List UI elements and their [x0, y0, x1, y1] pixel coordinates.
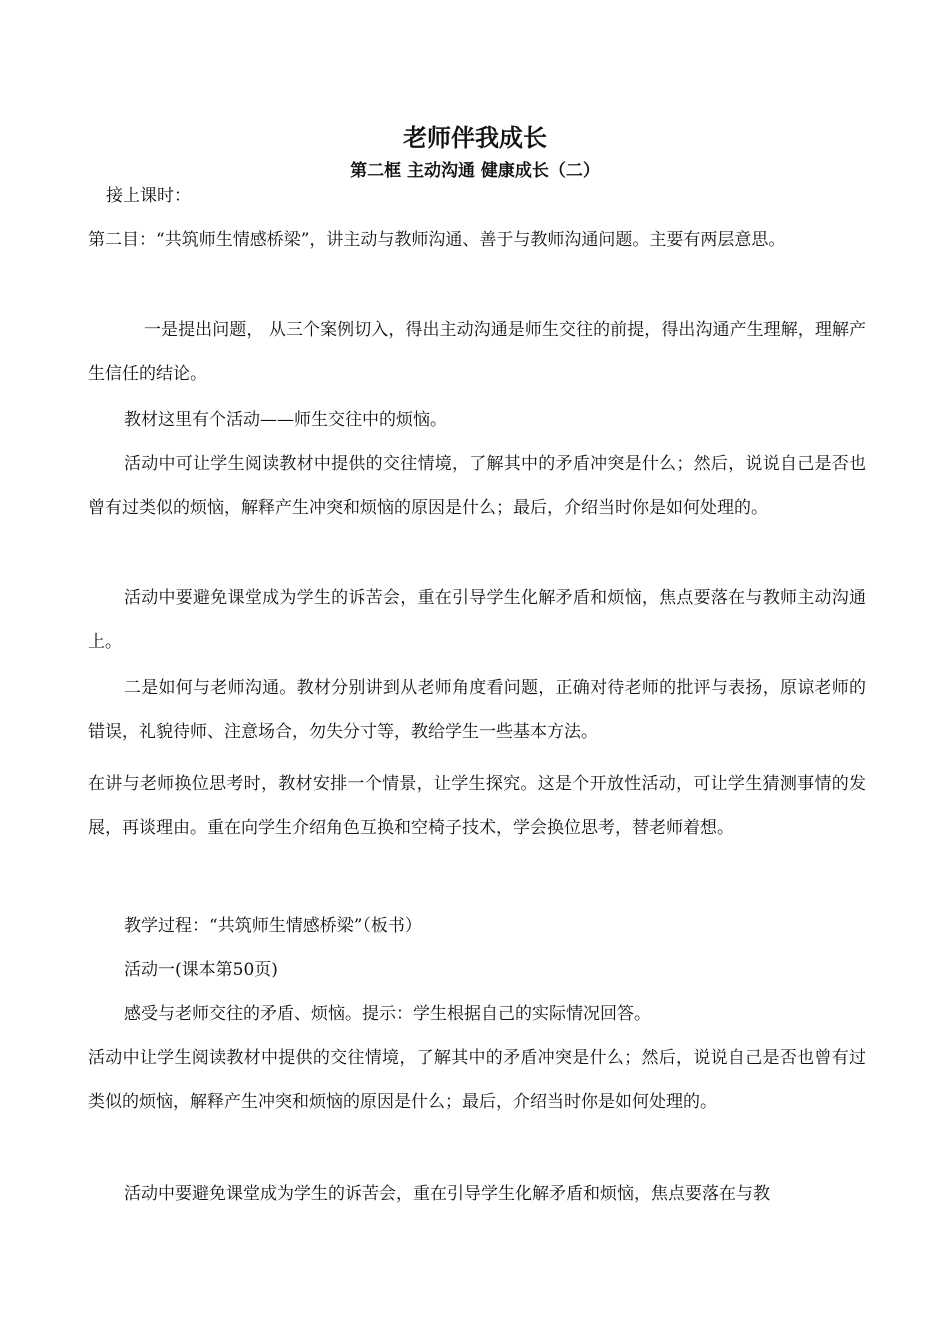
paragraph-activity-focus: 活动中要避免课堂成为学生的诉苦会，重在引导学生化解矛盾和烦恼，焦点要落在与教师主动沟通上。 — [88, 588, 866, 652]
paragraph-activity-one: 活动一(课本第50页) — [124, 960, 278, 980]
paragraph-activity-intro: 教材这里有个活动——师生交往中的烦恼。 — [124, 410, 447, 430]
document-subtitle: 第二框 主动沟通 健康成长（二） — [350, 161, 600, 181]
paragraph-teaching-process: 教学过程：“共筑师生情感桥梁”（板书） — [124, 916, 422, 936]
paragraph-perspective: 在讲与老师换位思考时，教材安排一个情景，让学生探究。这是个开放性活动，可让学生猜测事情的发展，再谈理由。重在向学生介绍角色互换和空椅子技术，学会换位思考，替老师着想。 — [88, 774, 866, 838]
paragraph-continuation: 接上课时： — [106, 186, 191, 206]
paragraph-point-two: 二是如何与老师沟通。教材分别讲到从老师角度看问题，正确对待老师的批评与表扬，原谅老师的错误，礼貌待师、注意场合，勿失分寸等，教给学生一些基本方法。 — [88, 678, 866, 742]
paragraph-activity-focus-repeat: 活动中要避免课堂成为学生的诉苦会，重在引导学生化解矛盾和烦恼，焦点要落在与教 — [124, 1184, 770, 1204]
paragraph-point-one: 一是提出问题， 从三个案例切入，得出主动沟通是师生交往的前提，得出沟通产生理解，理解产生信任的结论。 — [88, 320, 866, 384]
paragraph-activity-guide: 活动中可让学生阅读教材中提供的交往情境，了解其中的矛盾冲突是什么；然后，说说自己是否也曾有过类似的烦恼，解释产生冲突和烦恼的原因是什么；最后，介绍当时你是如何处理的。 — [88, 454, 866, 518]
paragraph-feeling: 感受与老师交往的矛盾、烦恼。提示：学生根据自己的实际情况回答。 — [124, 1004, 651, 1024]
document-title: 老师伴我成长 — [403, 124, 547, 152]
paragraph-activity-reading: 活动中让学生阅读教材中提供的交往情境，了解其中的矛盾冲突是什么；然后，说说自己是否也曾有过类似的烦恼，解释产生冲突和烦恼的原因是什么；最后，介绍当时你是如何处理的。 — [88, 1048, 866, 1112]
paragraph-second-section: 第二目：“共筑师生情感桥梁”，讲主动与教师沟通、善于与教师沟通问题。主要有两层意思。 — [88, 230, 786, 250]
